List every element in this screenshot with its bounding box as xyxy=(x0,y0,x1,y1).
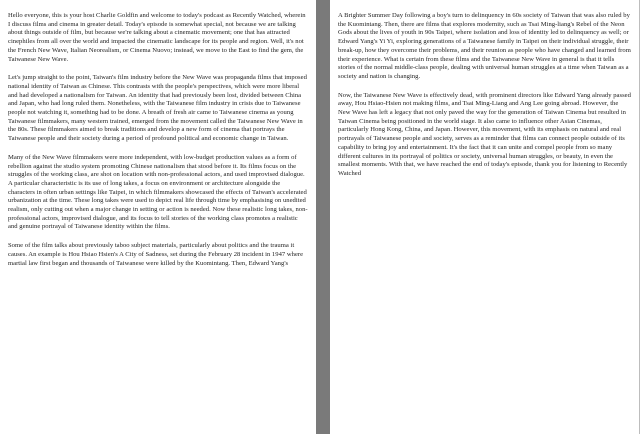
page-gutter xyxy=(316,0,330,434)
document-page-left[interactable] xyxy=(0,0,316,434)
paragraph[interactable]: Hello everyone, this is your host Charlie Goldfin and welcome to today's podcast as Recently Watched, wherein I discuss films and cinema in greater detail. Today's episode is somewhat special, not because we are talking about things outside of film, but because we're talking about a cinematic movement; one that has attracted cinephiles from all over the world and impacted the cinematic landscape for its people and region. Well, it's not the French New Wave, Italian Neorealism, or Cinema Nuovo; instead, we move to the East to find the gem, the Taiwanese New Wave. xyxy=(8,12,306,63)
document-page-right[interactable] xyxy=(330,0,640,434)
paragraph[interactable]: Some of the film talks about previously taboo subject materials, particularly about politics and the trauma it causes. An example is Hou Hsiao Hsien's A City of Sadness, set during the February 28 incident in 1947 where martial law first began and thousands of Taiwanese were killed by the Kuomintang. Then, Edward Yang's xyxy=(8,242,304,267)
paragraph[interactable]: Now, the Taiwanese New Wave is effectively dead, with prominent directors like Edward Yang already passed away, Hou Hsiao-Hsien not making films, and Tsai Ming-Liang and Ang Lee going abroad. However, the New Wave has left a legacy that not only paved the way for the generation of Taiwan Cinema but resulted in Taiwan Cinema being positioned in the world stage. It also came to influence other Asian Cinemas, particularly Hong Kong, China, and Japan. However, this movement, with its emphasis on natural and real portrayals of Taiwanese people and society, serves as a reminder that films can connect people outside of its capability to bring joy and entertainment. It's the fact that it can unite and compel people from so many different cultures in its portrayal of politics or society, universal human struggles, or beauty, in even the smallest moments. With that, we have reached the end of today's episode, thank you for listening to Recently Watched xyxy=(338,91,631,177)
paragraph[interactable]: Let's jump straight to the point, Taiwan's film industry before the New Wave was propaganda films that imposed national identity of Taiwan as Chinese. This contrasts with the people's perspectives, which were more liberal and had developed a nationalism for Taiwan. An identity that had previously been lost, divided between China and Japan, who had long ruled them. Nonetheless, with the Taiwanese film industry in crisis due to Taiwanese people not watching it, something had to be done. A breath of fresh air came to Taiwanese cinema as young Taiwanese filmmakers, many western trained, emerged from the movement called the Taiwanese New Wave in the 80s. These filmmakers aimed to break traditions and develop a new form of cinema that portrays the Taiwanese people and their society during a period of profound political and economic change in Taiwan. xyxy=(8,74,307,143)
paragraph[interactable]: A Brighter Summer Day following a boy's turn to delinquency in 60s society of Taiwan that was also ruled by the Kuomintang. Then, there are films that explores modernity, such as Tsai Ming-liang's Rebel of the Neon Gods about the lives of youth in 90s Taipei, where isolation and loss of identity led to delinquency as well; or Edward Yang's Yi Yi, exploring generations of a Taiwanese family in Taipei on their individual struggle, their break-up, how they overcome their problems, and their reunion as people who have changed and learned from their experience. What is certain from these films and the Taiwanese New Wave in general is that it tells stories of the normal middle-class people, dealing with universal human struggles at a time when Taiwan as a society and nation is changing. xyxy=(338,12,631,80)
paragraph[interactable]: Many of the New Wave filmmakers were more independent, with low-budget production values as a form of rebellion against the studio system promoting Chinese nationalism that stood before it. Its films focus on the struggles of the working class, are shot on location with non-professional actors, and used improvised dialogue. A particular characteristic is its use of long takes, a focus on environment or architecture alongside the characters in often urban settings like Taipei, in which filmmakers showcased the effects of Taiwan's accelerated urbanization at the time. These long takes were used to depict real life through time by emphasising on unedited realism, only cutting out when a major change in setting or action is needed. Now these realistic long takes, non-professional actors, improvised dialogue, and its focus to tell stories of the working class promotes a realistic and genuine portrayal of Taiwanese identity within the films. xyxy=(8,153,308,231)
